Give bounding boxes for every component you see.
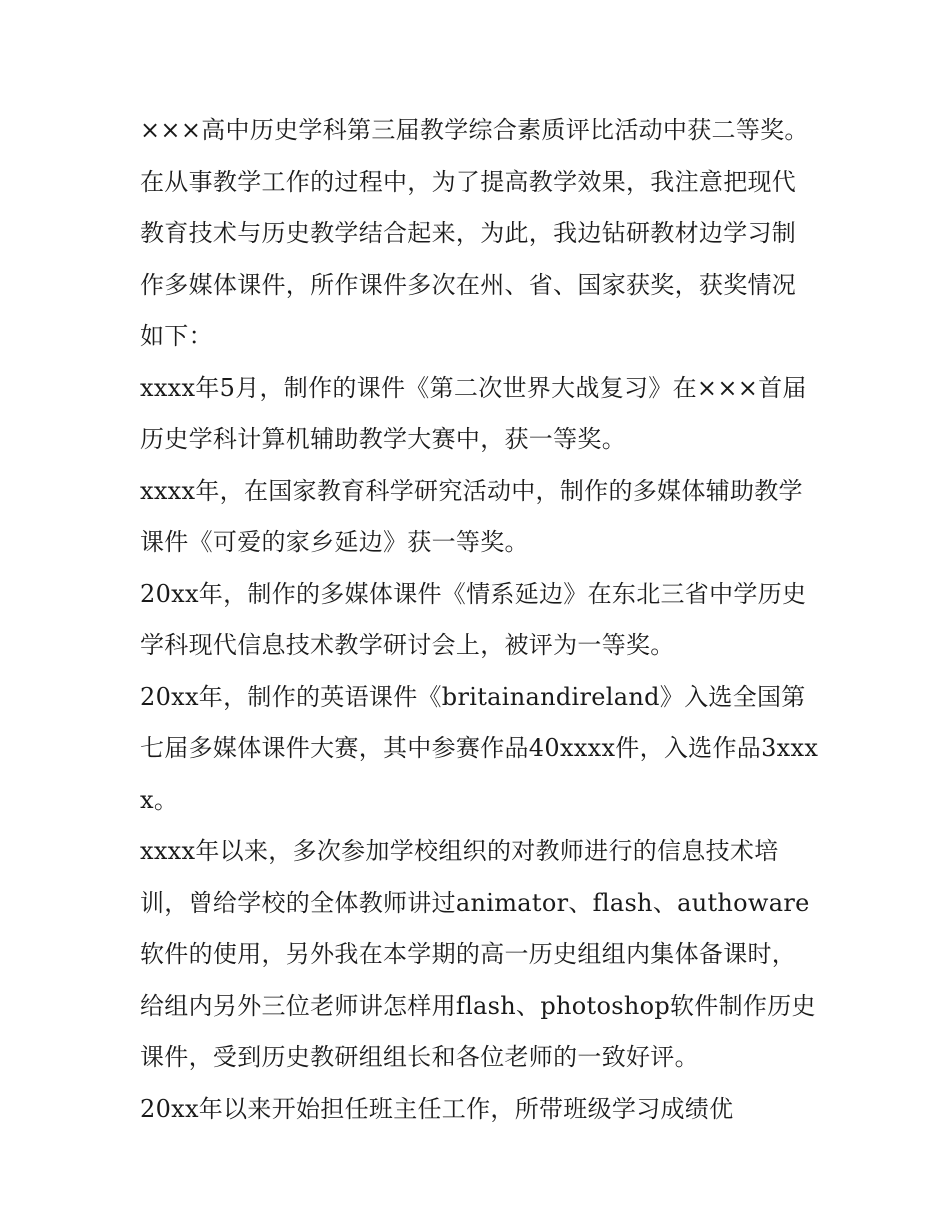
- paragraph-hometown-courseware: xxxx年，在国家教育科学研究活动中，制作的多媒体辅助教学课件《可爱的家乡延边》获一等奖。: [140, 476, 803, 556]
- paragraph-head-teacher: 20xx年以来开始担任班主任工作，所带班级学习成绩优: [140, 1094, 734, 1123]
- paragraph-english-courseware: 20xx年，制作的英语课件《britainandireland》入选全国第七届多媒体课件大赛，其中参赛作品40xxxx件，入选作品3xxxx。: [140, 682, 819, 814]
- paragraph-multimedia-intro: 在从事教学工作的过程中，为了提高教学效果，我注意把现代教育技术与历史教学结合起来，为此，我边钻研教材边学习制作多媒体课件，所作课件多次在州、省、国家获奖，获奖情况如下：: [140, 167, 797, 350]
- paragraph-yanbian-courseware: 20xx年，制作的多媒体课件《情系延边》在东北三省中学历史学科现代信息技术教学研讨会上，被评为一等奖。: [140, 579, 807, 659]
- paragraph-it-training: xxxx年以来，多次参加学校组织的对教师进行的信息技术培训，曾给学校的全体教师讲过animator、flash、authoware软件的使用，另外我在本学期的高一历史组组内集体备课时，给组内另外三位老师讲怎样用flash、photoshop软件制作历史课件，受到历史教研组组长和各位老师的一致好评。: [140, 837, 816, 1071]
- document-body: [140, 105, 820, 1135]
- paragraph-award-second-prize: ×××高中历史学科第三届教学综合素质评比活动中获二等奖。: [140, 116, 809, 144]
- paragraph-wwii-courseware: xxxx年5月，制作的课件《第二次世界大战复习》在×××首届历史学科计算机辅助教学大赛中，获一等奖。: [140, 373, 807, 453]
